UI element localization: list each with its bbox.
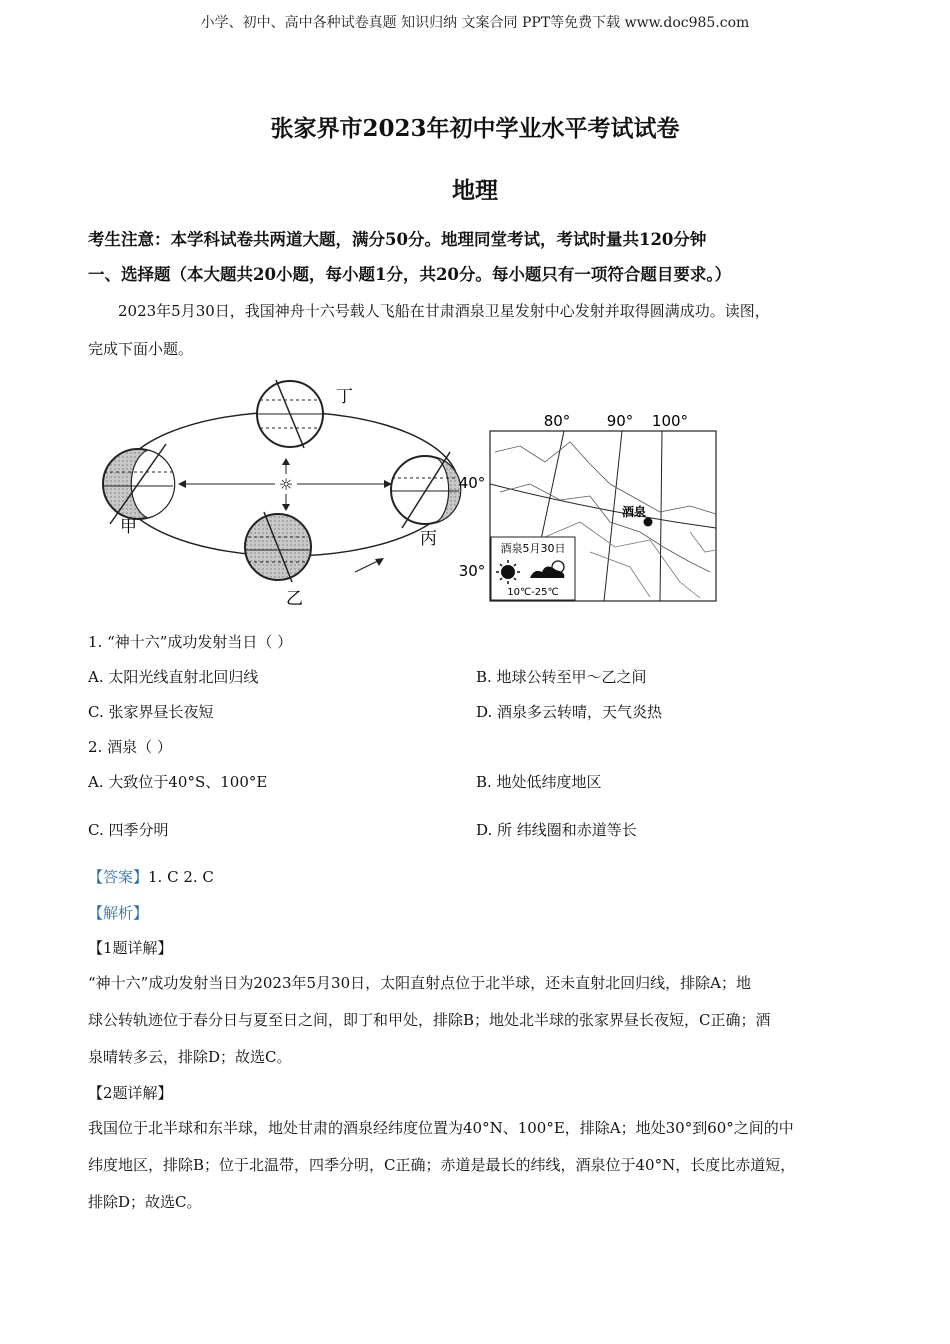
q2-option-c: C. 四季分明 <box>88 821 169 839</box>
detail2-line-1: 我国位于北半球和东半球，地处甘肃的酒泉经纬度位置为40°N、100°E，排除A；地处30°到60°之间的中 <box>88 1119 794 1137</box>
lat-40: 40° <box>458 474 486 492</box>
intro-line-1: 2023年5月30日，我国神舟十六号载人飞船在甘肃酒泉卫星发射中心发射并取得圆满成功。读图， <box>118 302 770 320</box>
detail2-line-3: 排除D；故选C。 <box>88 1193 202 1211</box>
answer-text: 1. C 2. C <box>148 868 214 886</box>
q2-option-b: B. 地处低纬度地区 <box>476 773 602 791</box>
earth-bing <box>391 452 461 549</box>
sun-icon: ☼ <box>278 475 294 494</box>
earth-yi <box>245 512 311 609</box>
q1-stem: 1. “神十六”成功发射当日（ ） <box>88 633 293 651</box>
weather-title: 酒泉5月30日 <box>500 542 566 555</box>
orbit-diagram <box>103 380 461 609</box>
q2-option-d: D. 所 纬线圈和赤道等长 <box>476 821 637 839</box>
weather-temp: 10℃-25℃ <box>507 587 559 598</box>
label-yi: 乙 <box>286 589 303 609</box>
jiuquan-label: 酒泉 <box>622 505 647 519</box>
detail1-line-3: 泉晴转多云，排除D；故选C。 <box>88 1048 292 1066</box>
answer-label: 【答案】 <box>88 868 149 886</box>
q1-option-a: A. 太阳光线直射北回归线 <box>88 668 259 686</box>
label-ding: 丁 <box>336 387 353 407</box>
q2-stem: 2. 酒泉（ ） <box>88 738 172 756</box>
lon-80: 80° <box>543 412 571 430</box>
section-heading: 一、选择题（本大题共20小题，每小题1分，共20分。每小题只有一项符合题目要求。） <box>88 265 732 284</box>
detail2-label: 【2题详解】 <box>88 1084 173 1102</box>
label-jia: 甲 <box>120 517 137 537</box>
q2-option-a: A. 大致位于40°S、100°E <box>88 773 268 791</box>
detail1-line-2: 球公转轨迹位于春分日与夏至日之间，即丁和甲处，排除B；地处北半球的张家界昼长夜短，C正确；酒 <box>88 1011 771 1029</box>
exam-title: 张家界市2023年初中学业水平考试试卷 <box>270 115 680 142</box>
subject-title: 地理 <box>452 177 498 204</box>
detail2-line-2: 纬度地区，排除B；位于北温带，四季分明，C正确；赤道是最长的纬线，酒泉位于40°N，长度比赤道短， <box>88 1156 796 1174</box>
intro-line-2: 完成下面小题。 <box>88 340 194 358</box>
q1-option-d: D. 酒泉多云转晴，天气炎热 <box>476 703 663 721</box>
exam-notice: 考生注意：本学科试卷共两道大题，满分50分。地理同堂考试，考试时量共120分钟 <box>88 230 707 249</box>
page-header: 小学、初中、高中各种试卷真题 知识归纳 文案合同 PPT等免费下载 www.doc985.com <box>200 15 750 31</box>
lat-30: 30° <box>458 562 486 580</box>
earth-ding <box>257 380 353 448</box>
analysis-label: 【解析】 <box>88 904 149 922</box>
figure-svg <box>90 372 730 612</box>
answer-row <box>88 867 868 887</box>
q1-option-b: B. 地球公转至甲～乙之间 <box>476 668 647 686</box>
earth-jia <box>103 444 175 537</box>
detail1-label: 【1题详解】 <box>88 939 173 957</box>
lon-100: 100° <box>651 412 689 430</box>
figure <box>90 372 730 612</box>
detail1-line-1: “神十六”成功发射当日为2023年5月30日，太阳直射点位于北半球，还未直射北回归线，排除A；地 <box>88 974 751 992</box>
q1-option-c: C. 张家界昼长夜短 <box>88 703 214 721</box>
lon-90: 90° <box>606 412 634 430</box>
map-inset <box>459 412 716 601</box>
label-bing: 丙 <box>420 529 437 549</box>
